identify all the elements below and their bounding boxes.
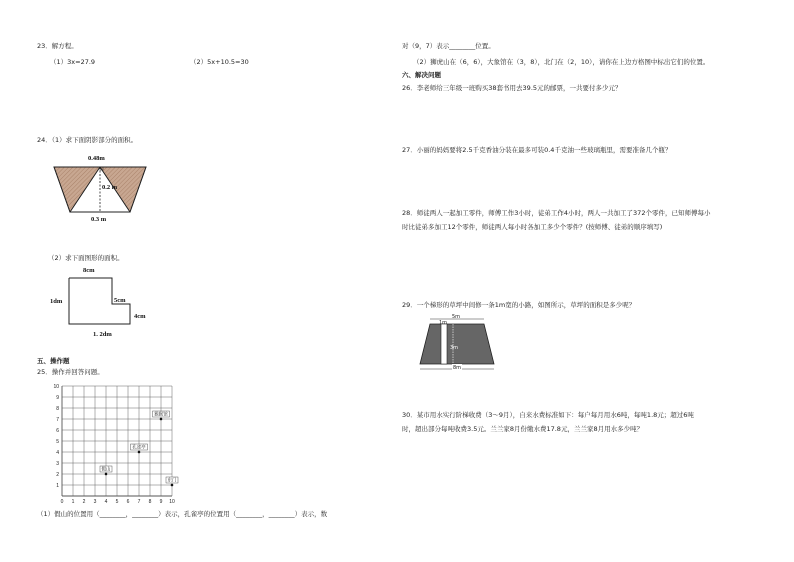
q23-equation-1: （1）3x=27.9	[50, 58, 96, 66]
y-tick-label: 6	[56, 428, 59, 434]
fig1-top-label: 0.48m	[88, 155, 105, 162]
grid-point	[138, 451, 141, 454]
fig2-bottom-label: 1. 2dm	[93, 331, 112, 338]
y-tick-label: 1	[56, 483, 59, 489]
grid-point	[171, 484, 174, 487]
q27-text: 27．小丽的妈妈要将2.5千克香油分装在最多可装0.4千克油一些玻璃瓶里，需要准备几个瓶？	[402, 146, 672, 154]
q29-text: 29．一个梯形的草坪中间修一条1m宽的小路，如图所示，草坪的面积是多少呢？	[402, 301, 636, 309]
q24-part2: （2）求下面图形的面积。	[48, 254, 124, 262]
y-tick-label: 7	[56, 417, 59, 423]
fig2-top-label: 8cm	[83, 267, 95, 274]
x-tick-label: 8	[148, 499, 152, 505]
point-label: 假山	[101, 467, 111, 473]
q30-line-1: 30．某市用水实行阶梯收费（3～9月），自来水费标准如下：每户每月用水6吨，每吨1.8元；超过6吨	[402, 411, 694, 419]
y-tick-label: 2	[56, 472, 59, 478]
q29-fig-height-label: 3m	[450, 345, 459, 351]
trapezoid-figure	[48, 162, 158, 220]
y-tick-label: 10	[53, 384, 59, 390]
q23-title: 23．解方程。	[37, 42, 78, 50]
y-tick-label: 4	[56, 450, 59, 456]
y-tick-label: 9	[56, 395, 59, 401]
q29-fig-top-label: 5m	[452, 314, 461, 320]
l-shape-figure	[66, 276, 136, 332]
q25-title: 25．操作并回答问题。	[37, 368, 104, 376]
x-tick-label: 7	[137, 499, 141, 505]
y-tick-label: 3	[56, 461, 59, 467]
fig1-height-label: 0.2 m	[102, 184, 118, 191]
y-tick-label: 5	[56, 439, 59, 445]
q30-line-2: 时，超出部分每吨收费3.5元。兰兰家8月份缴水费17.8元，兰兰家8月用水多少吨？	[402, 425, 644, 433]
x-tick-label: 9	[159, 499, 163, 505]
q28-line-2: 时比徒弟多加工12个零件，师徒两人每小时各加工多少个零件？(按师傅、徒弟的顺序填写)	[402, 223, 663, 231]
q28-line-1: 28．师徒两人一起加工零件，师傅工作3小时，徒弟工作4小时，两人一共加工了372个零件，已知师傅每小	[402, 209, 711, 217]
x-tick-label: 1	[71, 499, 75, 505]
q25-continued: 对（9，7）表示________位置。	[402, 42, 495, 50]
x-tick-label: 2	[82, 499, 86, 505]
q29-fig-bottom-label: 8m	[453, 365, 462, 371]
x-tick-label: 10	[169, 499, 175, 505]
x-tick-label: 3	[93, 499, 97, 505]
section-5-heading: 五、操作题	[37, 357, 70, 365]
point-label: 孔雀亭	[132, 445, 146, 451]
q25-part2: （2）狮虎山在（6，6），大象馆在（3，8），北门在（2，10），请你在上边方格图中标出它们的位置。	[413, 58, 710, 66]
path-strip	[441, 324, 447, 364]
fig1-bottom-label: 0.3 m	[91, 216, 107, 223]
fig2-left-label: 1dm	[50, 298, 63, 305]
q25-part1: （1）假山的位置用（________，________）表示，孔雀亭的位置用（________，________）表示，数	[37, 510, 328, 518]
x-tick-label: 4	[104, 499, 108, 505]
q24-part1: 24．（1）求下面阴影部分的面积。	[37, 136, 138, 144]
fig2-right-label: 4cm	[134, 313, 146, 320]
q23-equation-2: （2）5x+10.5=30	[190, 58, 249, 66]
q29-fig-path-label: 1m	[439, 320, 448, 326]
q26-text: 26．李老师给三年级一班购买38套书用去39.5元的邮票，一共要付多少元？	[402, 84, 622, 92]
grid-point	[105, 473, 108, 476]
point-label: 东门	[167, 478, 177, 484]
fig2-mid-label: 5cm	[114, 297, 126, 304]
grid-point	[160, 418, 163, 421]
coordinate-grid	[48, 384, 198, 506]
shaded-triangle-left	[54, 167, 100, 212]
section-6-heading: 六、解决问题	[402, 71, 441, 79]
x-tick-label: 5	[115, 499, 119, 505]
point-label: 猴猴馆	[154, 412, 168, 418]
x-tick-label: 0	[60, 499, 64, 505]
x-tick-label: 6	[126, 499, 130, 505]
y-tick-label: 8	[56, 406, 59, 412]
